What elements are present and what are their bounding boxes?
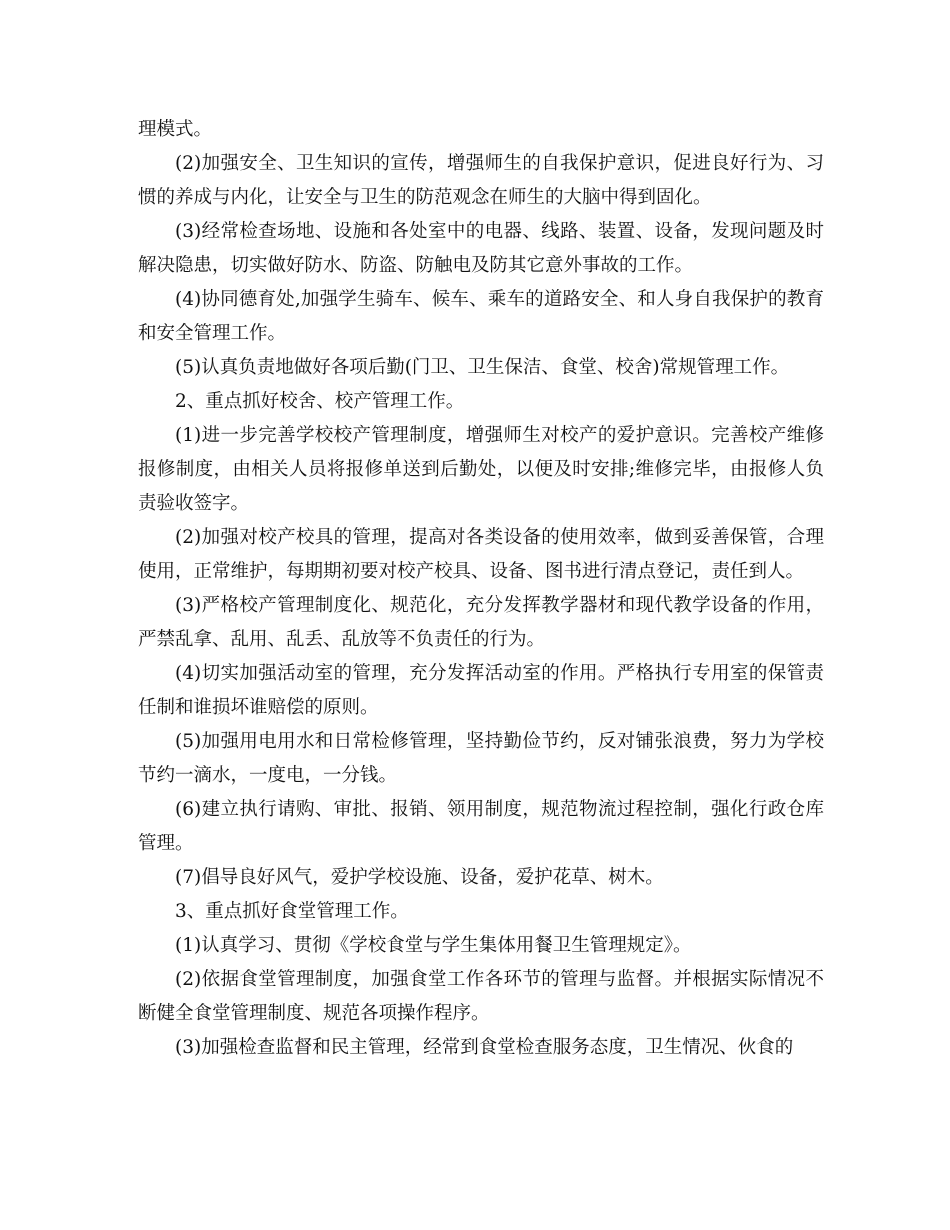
- paragraph: (3)加强检查监督和民主管理，经常到食堂检查服务态度，卫生情况、伙食的: [175, 1037, 794, 1058]
- paragraph: (1)进一步完善学校校产管理制度，增强师生对校产的爱护意识。完善校产维修报修制度，由相关人员将报修单送到后勤处，以便及时安排;维修完毕，由报修人负责验收签字。: [138, 425, 824, 514]
- paragraph-continuation: 理模式。: [138, 119, 213, 140]
- paragraph: (3)经常检查场地、设施和各处室中的电器、线路、装置、设备，发现问题及时解决隐患，切实做好防水、防盗、防触电及防其它意外事故的工作。: [138, 221, 824, 276]
- paragraph: (2)加强对校产校具的管理，提高对各类设备的使用效率，做到妥善保管，合理使用，正常维护，每期期初要对校产校具、设备、图书进行清点登记，责任到人。: [138, 527, 824, 582]
- paragraph: (5)加强用电用水和日常检修管理，坚持勤俭节约，反对铺张浪费，努力为学校节约一滴水，一度电，一分钱。: [138, 731, 824, 786]
- paragraph: (6)建立执行请购、审批、报销、领用制度，规范物流过程控制，强化行政仓库管理。: [138, 799, 824, 854]
- paragraph: (1)认真学习、贯彻《学校食堂与学生集体用餐卫生管理规定》。: [175, 935, 692, 956]
- paragraph: (2)加强安全、卫生知识的宣传，增强师生的自我保护意识，促进良好行为、习惯的养成与内化，让安全与卫生的防范观念在师生的大脑中得到固化。: [138, 153, 824, 208]
- paragraph: (3)严格校产管理制度化、规范化，充分发挥教学器材和现代教学设备的作用，严禁乱拿、乱用、乱丢、乱放等不负责任的行为。: [138, 595, 824, 650]
- paragraph: (7)倡导良好风气，爱护学校设施、设备，爱护花草、树木。: [175, 867, 664, 888]
- document-body: [138, 113, 824, 1065]
- section-heading: 2、重点抓好校舍、校产管理工作。: [175, 391, 465, 412]
- paragraph: (4)协同德育处,加强学生骑车、候车、乘车的道路安全、和人身自我保护的教育和安全管理工作。: [138, 289, 824, 344]
- paragraph: (4)切实加强活动室的管理，充分发挥活动室的作用。严格执行专用室的保管责任制和谁损坏谁赔偿的原则。: [138, 663, 824, 718]
- section-heading: 3、重点抓好食堂管理工作。: [175, 901, 409, 922]
- paragraph: (2)依据食堂管理制度，加强食堂工作各环节的管理与监督。并根据实际情况不断健全食堂管理制度、规范各项操作程序。: [138, 969, 824, 1024]
- paragraph: (5)认真负责地做好各项后勤(门卫、卫生保洁、食堂、校舍)常规管理工作。: [175, 357, 790, 378]
